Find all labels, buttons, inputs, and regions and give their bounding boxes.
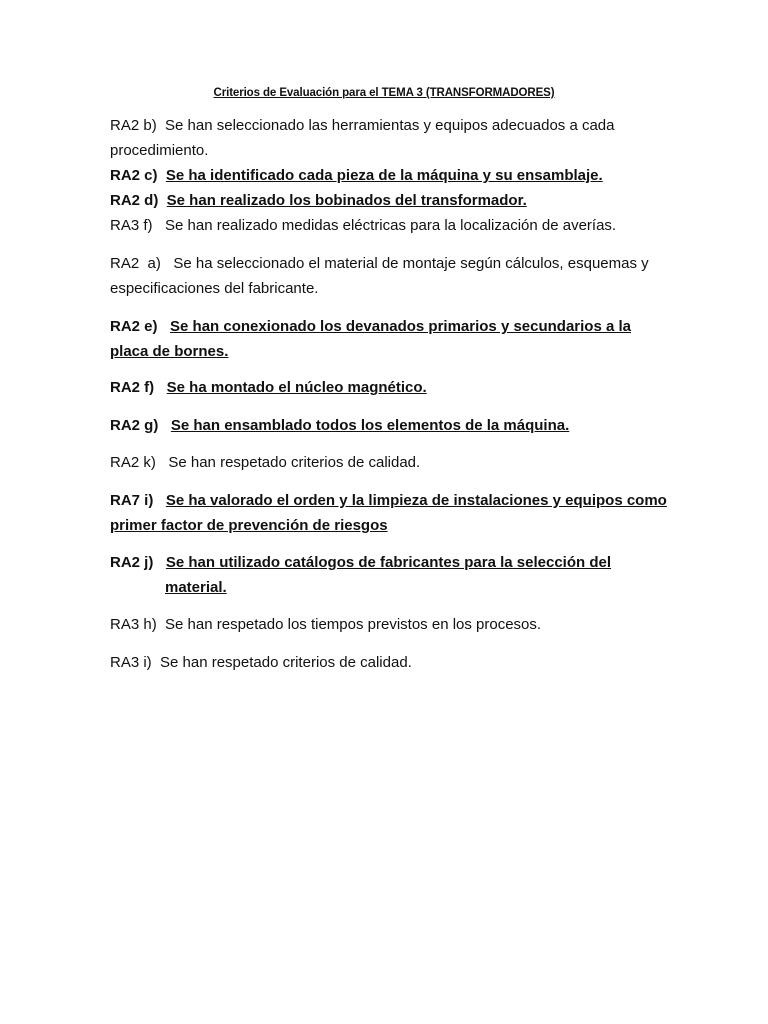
criterion-ra2-j: [110, 550, 670, 600]
criterion-text: Se ha identificado cada pieza de la máquina y su ensamblaje.: [165, 167, 603, 184]
criterion-ra3-i: [110, 650, 670, 675]
criterion-ra2-b: [110, 113, 670, 163]
criterion-ra2-d: [110, 188, 670, 213]
criterion-code: RA2 k): [110, 454, 169, 471]
criterion-code: RA3 f): [110, 217, 166, 234]
document-title: Criterios de Evaluación para el TEMA 3 (TRANSFORMADORES): [213, 87, 555, 99]
criterion-code: RA2 e): [110, 318, 171, 335]
criterion-text: Se han realizado los bobinados del transformador.: [166, 192, 527, 209]
criterion-code: RA2 c): [110, 167, 166, 184]
criterion-text: Se ha montado el núcleo magnético.: [166, 379, 427, 396]
criterion-text: Se han respetado criterios de calidad.: [160, 654, 412, 671]
criterion-text: Se han respetado los tiempos previstos en los procesos.: [165, 616, 542, 633]
criterion-text-line2: material.: [165, 579, 227, 596]
criterion-text: Se han seleccionado las herramientas y equipos adecuados a cada procedimiento.: [110, 117, 615, 159]
criterion-text-line1: Se han utilizado catálogos de fabricantes para la selección del: [165, 554, 611, 571]
criterion-code: RA2 b): [110, 117, 166, 134]
criterion-text: Se han conexionado los devanados primarios y secundarios a la placa de bornes.: [110, 318, 632, 360]
criterion-code: RA2 j): [110, 554, 166, 571]
criterion-text: Se han ensamblado todos los elementos de la máquina.: [170, 417, 570, 434]
criterion-ra2-g: [110, 413, 670, 438]
criterion-code: RA3 i): [110, 654, 161, 671]
criterion-code: RA2 d): [110, 192, 167, 209]
criterion-code: RA2 g): [110, 417, 171, 434]
criterion-ra2-c: [110, 163, 670, 188]
criterion-ra3-h: [110, 612, 670, 637]
criterion-code: RA3 h): [110, 616, 166, 633]
criterion-ra7-i: [110, 488, 670, 538]
criterion-text-line2-wrapper: [110, 575, 670, 600]
criterion-text: Se ha valorado el orden y la limpieza de instalaciones y equipos como primer factor de prevención de riesgos: [110, 492, 667, 534]
criterion-text: Se han realizado medidas eléctricas para la localización de averías.: [165, 217, 617, 234]
criterion-code: RA2 f): [110, 379, 167, 396]
criterion-ra3-f: [110, 213, 670, 238]
criterion-code: RA7 i): [110, 492, 166, 509]
criterion-ra2-e: [110, 314, 670, 364]
criterion-ra2-f: [110, 375, 670, 400]
criterion-text: Se ha seleccionado el material de montaje según cálculos, esquemas y especificaciones del fabricante.: [110, 255, 649, 297]
criterion-ra2-k: [110, 450, 670, 475]
criterion-text: Se han respetado criterios de calidad.: [168, 454, 421, 471]
criterion-code: RA2 a): [110, 255, 174, 272]
criterion-ra2-a: [110, 251, 670, 301]
